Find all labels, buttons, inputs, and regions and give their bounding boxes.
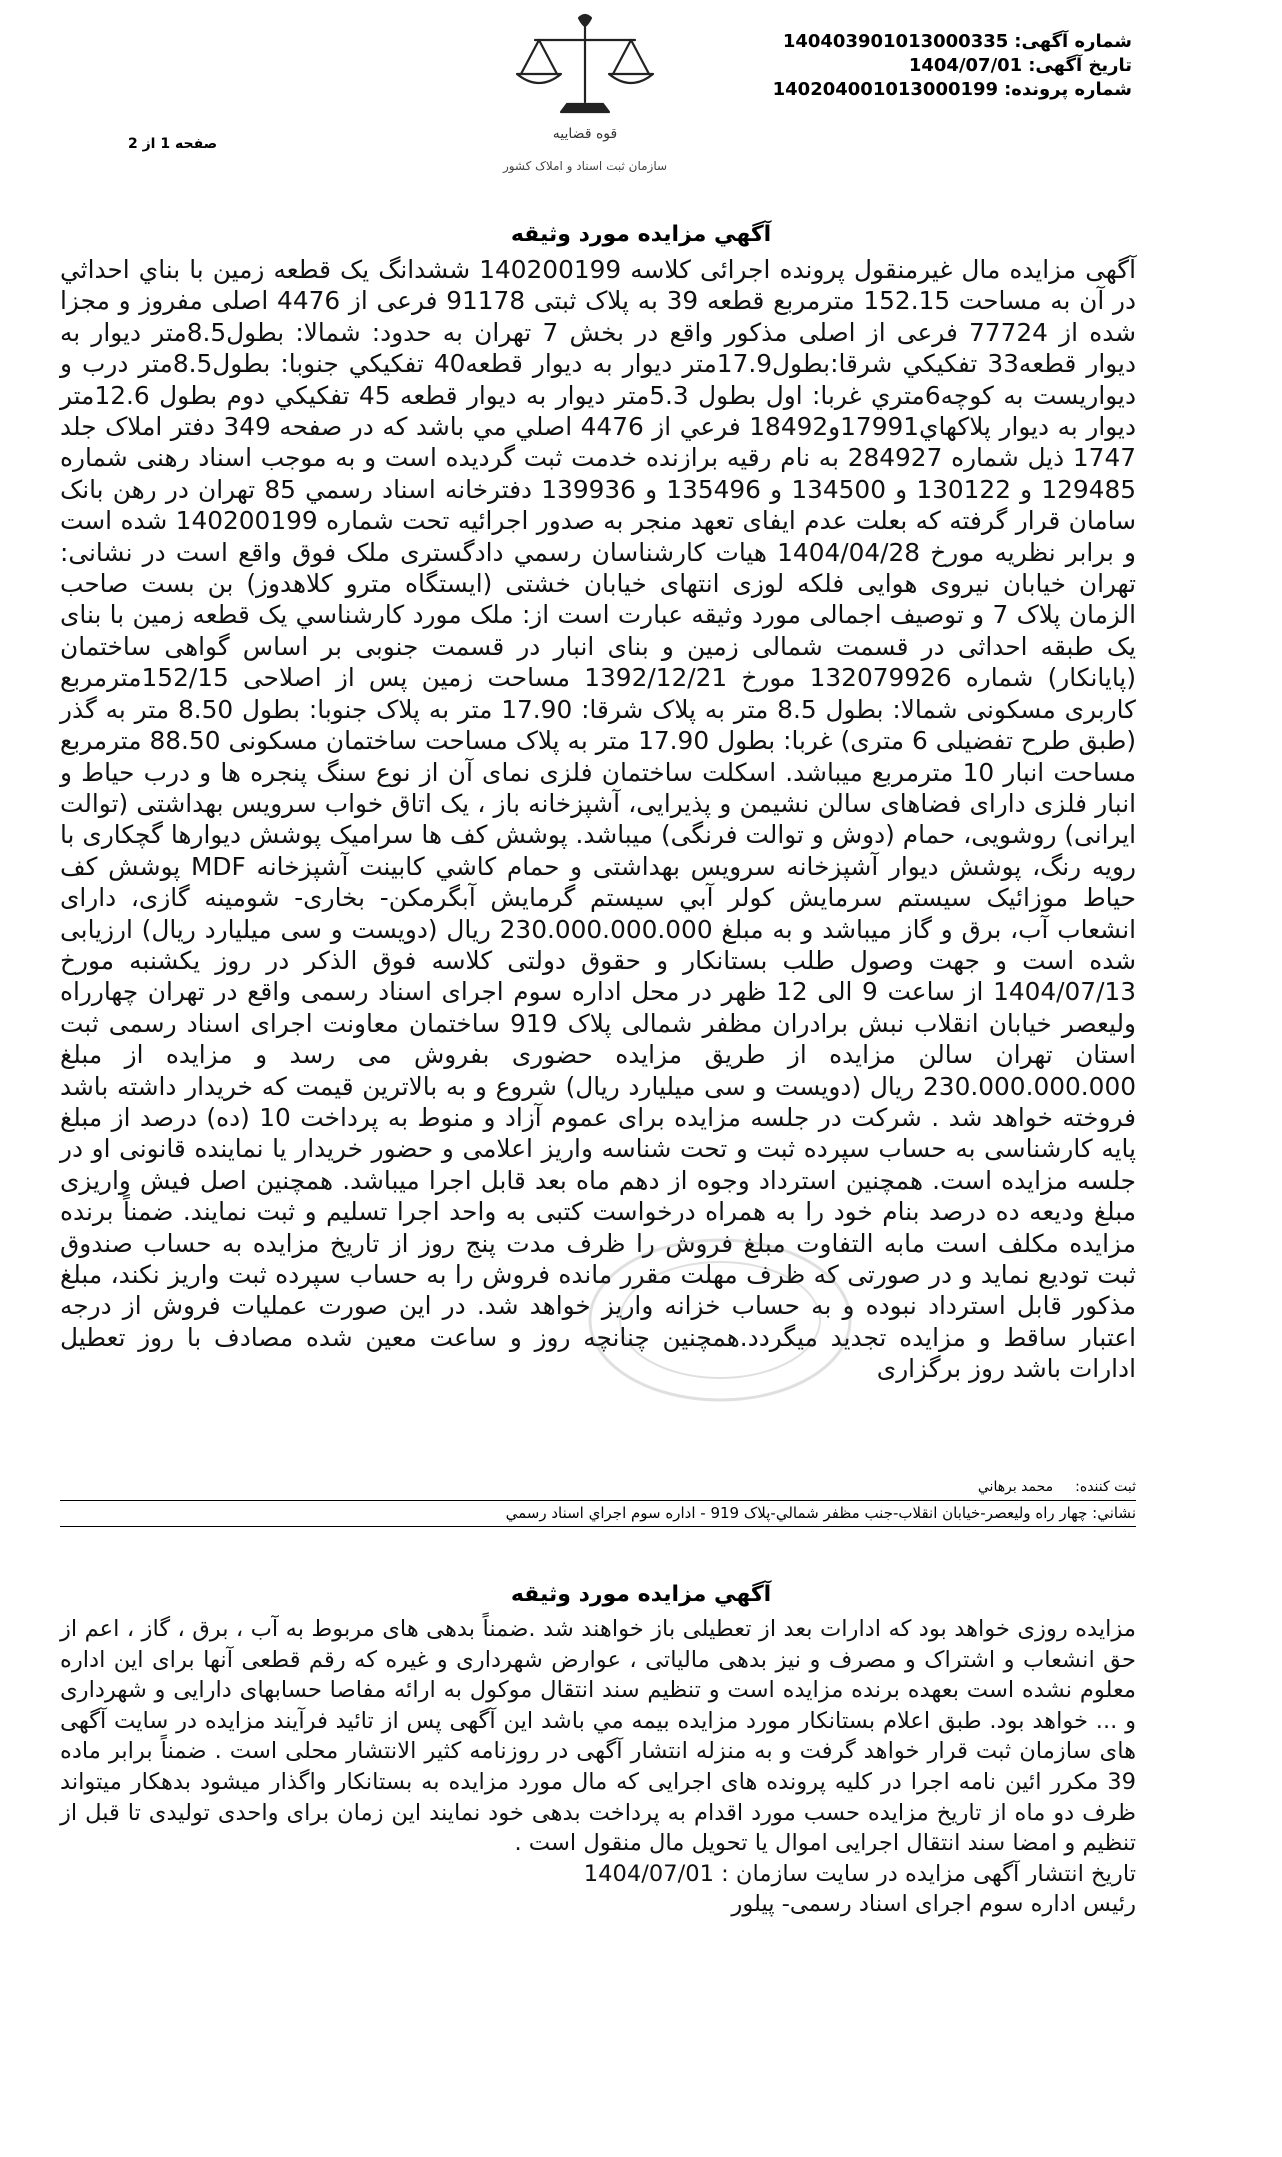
office-address: نشاني: چهار راه وليعصر-خيابان انقلاب-جنب مظفر شمالي-پلاک 919 - اداره سوم اجراي اسناد رسمي xyxy=(505,1504,1136,1522)
file-number-label: شماره پرونده: xyxy=(1004,79,1132,100)
judiciary-emblem-icon xyxy=(455,10,715,180)
divider xyxy=(60,1526,1136,1527)
file-number-row xyxy=(773,78,1132,102)
page-indicator: صفحه 1 از 2 xyxy=(128,136,218,152)
publish-date-line: تاریخ انتشار آگهی مزایده در سایت سازمان : 1404/07/01 xyxy=(583,1860,1136,1887)
registrar-label: ثبت کننده: xyxy=(1075,1479,1136,1495)
section-2-title: آگهي مزايده مورد وثيقه xyxy=(510,1582,772,1607)
stamp-watermark-icon xyxy=(570,1220,870,1420)
signature-line: رئیس اداره سوم اجرای اسناد رسمی- پیلور xyxy=(731,1891,1136,1918)
notice-meta xyxy=(773,30,1132,102)
notice-number-label: شماره آگهی: xyxy=(1014,31,1132,52)
registrar-line xyxy=(978,1479,1136,1495)
notice-number: 140403901013000335 xyxy=(782,31,1009,52)
emblem-org-name: سازمان ثبت اسناد و املاک کشور xyxy=(502,159,668,173)
section-1-body: آگهی مزایده مال غیرمنقول پرونده اجرائی کلاسه 140200199 ششدانگ یک قطعه زمین با بناي احداثي در آن به مساحت 152.15 مترمربع قطعه 39 به پلاک ثبتی 91178 فرعی از 4476 اصلی مفروز و مجزا شده از 77724 فرعی از اصلی مذکور واقع در بخش 7 تهران به حدود: شمالا: بطول8.5متر ديوار به ديوار قطعه33 تفكيكي شرقا:بطول17.9متر ديوار به ديوار قطعه40 تفكيكي جنوبا: بطول8.5متر درب و ديواريست به كوچه6متري غربا: اول بطول 5.3متر ديوار به ديوار قطعه 45 تفكيكي دوم بطول 12.6متر ديوار به ديوار پلاكهاي17991و18492 فرعي از 4476 اصلي مي باشد كه در صفحه 349 دفتر املاک جلد 1747 ذیل شماره 284927 به نام رقيه برازنده خدمت ثبت گرديده است و به موجب اسناد رهنی شماره 129485 و 130122 و 134500 و 135496 و 139936 دفترخانه اسناد رسمي 85 تهران در رهن بانک سامان قرار گرفته که بعلت عدم ایفای تعهد منجر به صدور اجرائیه تحت شماره 140200199 شده است و برابر نظریه مورخ 1404/04/28 هيات كارشناسان رسمي دادگستری ملک فوق واقع است در نشانی: تهران خيابان نيروی هوايی فلکه لوزی انتهای خيابان خشتی (ایستگاه مترو کلاهدوز) بن بست صاحب الزمان پلاک 7 و توصیف اجمالی مورد وثيقه عبارت است از: ملک مورد کارشناسي یک قطعه زمین با بنای یک طبقه احداثی در قسمت شمالی زمین و بنای انبار در قسمت جنوبی بر اساس گواهی ساختمان (پایانکار) شماره 132079926 مورخ 1392/12/21 مساحت زمین پس از اصلاحی 152/15مترمربع کاربری مسکونی شمالا: بطول 8.5 متر به پلاک شرقا: 17.90 متر به پلاک جنوبا: بطول 8.50 متر به گذر (طبق طرح تفضیلی 6 متری) غربا: بطول 17.90 متر به پلاک مساحت ساختمان مسکونی 88.50 مترمربع مساحت انبار 10 مترمربع میباشد. اسکلت ساختمان فلزی نمای آن از نوع سنگ پنجره ها و درب حیاط و انبار فلزی دارای فضاهای سالن نشیمن و پذیرایی، آشپزخانه باز ، یک اتاق خواب سرویس بهداشتی (توالت ایرانی) روشویی، حمام (دوش و توالت فرنگی) میباشد. پوشش کف ها سرامیک پوشش دیوارها گچکاری با رویه رنگ، پوشش دیوار آشپزخانه سرویس بهداشتی و حمام کاشي کابینت آشپزخانه MDF پوشش کف حیاط موزائیک سیستم سرمایش کولر آبي سیستم گرمایش آبگرمکن- بخاری- شومینه گازی، دارای انشعاب آب، برق و گاز میباشد و به مبلغ 230.000.000.000 ریال (دویست و سی میلیارد ریال) ارزیابی شده است و جهت وصول طلب بستانکار و حقوق دولتی کلاسه فوق الذکر در روز یکشنبه مورخ 1404/07/13 از ساعت 9 الی 12 ظهر در محل اداره سوم اجرای اسناد رسمی واقع در تهران چهارراه ولیعصر خیابان انقلاب نبش برادران مظفر شمالی پلاک 919 ساختمان معاونت اجرای اسناد رسمی ثبت استان تهران سالن مزایده از طریق مزایده حضوری بفروش می رسد و مزایده از مبلغ 230.000.000.000 ریال (دویست و سی میلیارد ریال) شروع و به بالاترین قیمت که خریدار داشته باشد فروخته خواهد شد . شرکت در جلسه مزایده برای عموم آزاد و منوط به پرداخت 10 (ده) درصد از مبلغ پایه کارشناسی به حساب سپرده ثبت و تحت شناسه واریز اعلامی و حضور خریدار یا نماینده قانونی او در جلسه مزایده است. همچنین استرداد وجوه از دهم ماه بعد قابل اجرا میباشد. همچنین اصل فیش واریزی مبلغ ودیعه ده درصد بنام خود را به همراه درخواست کتبی به واحد اجرا تسلیم و ثبت نمایند. ضمناً برنده مزایده مکلف است مابه التفاوت مبلغ فروش را ظرف مدت پنج روز از تاریخ مزایده به حساب صندوق ثبت تودیع نماید و در صورتی که ظرف مهلت مقرر مانده فروش را به حساب سپرده ثبت واریز نکند، مبلغ مذکور قابل استرداد نبوده و به حساب خزانه واریز خواهد شد. در این صورت عملیات فروش از درجه اعتبار ساقط و مزایده تجدید میگردد.همچنین چنانچه روز و ساعت معین شده مصادف با روز تعطیل ادارات باشد روز برگزاری xyxy=(60,255,1137,1384)
notice-date-row xyxy=(773,54,1132,78)
section-2-body xyxy=(60,1614,1136,1920)
notice-date: 1404/07/01 xyxy=(908,55,1023,76)
section-1-title: آگهي مزايده مورد وثيقه xyxy=(510,222,772,247)
emblem-caption: قوه قضاییه xyxy=(552,126,618,142)
notice-date-label: تاریخ آگهی: xyxy=(1028,55,1132,76)
file-number: 140204001013000199 xyxy=(772,79,999,100)
section-2-text: مزایده روزی خواهد بود که ادارات بعد از تعطیلی باز خواهند شد .ضمناً بدهی های مربوط به آب ، برق ، گاز ، اعم از حق انشعاب و اشتراک و مصرف و نیز بدهی مالیاتی ، عوارض شهرداری و غیره که رقم قطعی آنها برای این اداره معلوم نشده است بعهده برنده مزایده است و تنظیم سند انتقال موکول به ارائه مفاصا حسابهای دارایی و شهرداری و ... خواهد بود. طبق اعلام بستانکار مورد مزایده بیمه مي باشد این آگهی پس از تائید فرآیند مزایده در سایت آگهی های سازمان ثبت قرار خواهد گرفت و به منزله انتشار آگهی در روزنامه کثیر الانتشار محلی است . ضمناً برابر ماده 39 مکرر ائین نامه اجرا در کلیه پرونده های اجرایی که مال مورد مزایده به بستانکار واگذار میشود بدهکار میتواند ظرف دو ماه از تاریخ مزایده حسب مورد اقدام به پرداخت بدهی خود نمایند این زمان برای واحدی تولیدی تا قبل از تنظیم و امضا سند انتقال اجرایی اموال یا تحویل مال منقول است . xyxy=(60,1616,1136,1857)
notice-number-row xyxy=(773,30,1132,54)
divider xyxy=(60,1500,1136,1501)
registrar-name: محمد برهاني xyxy=(977,1479,1054,1495)
